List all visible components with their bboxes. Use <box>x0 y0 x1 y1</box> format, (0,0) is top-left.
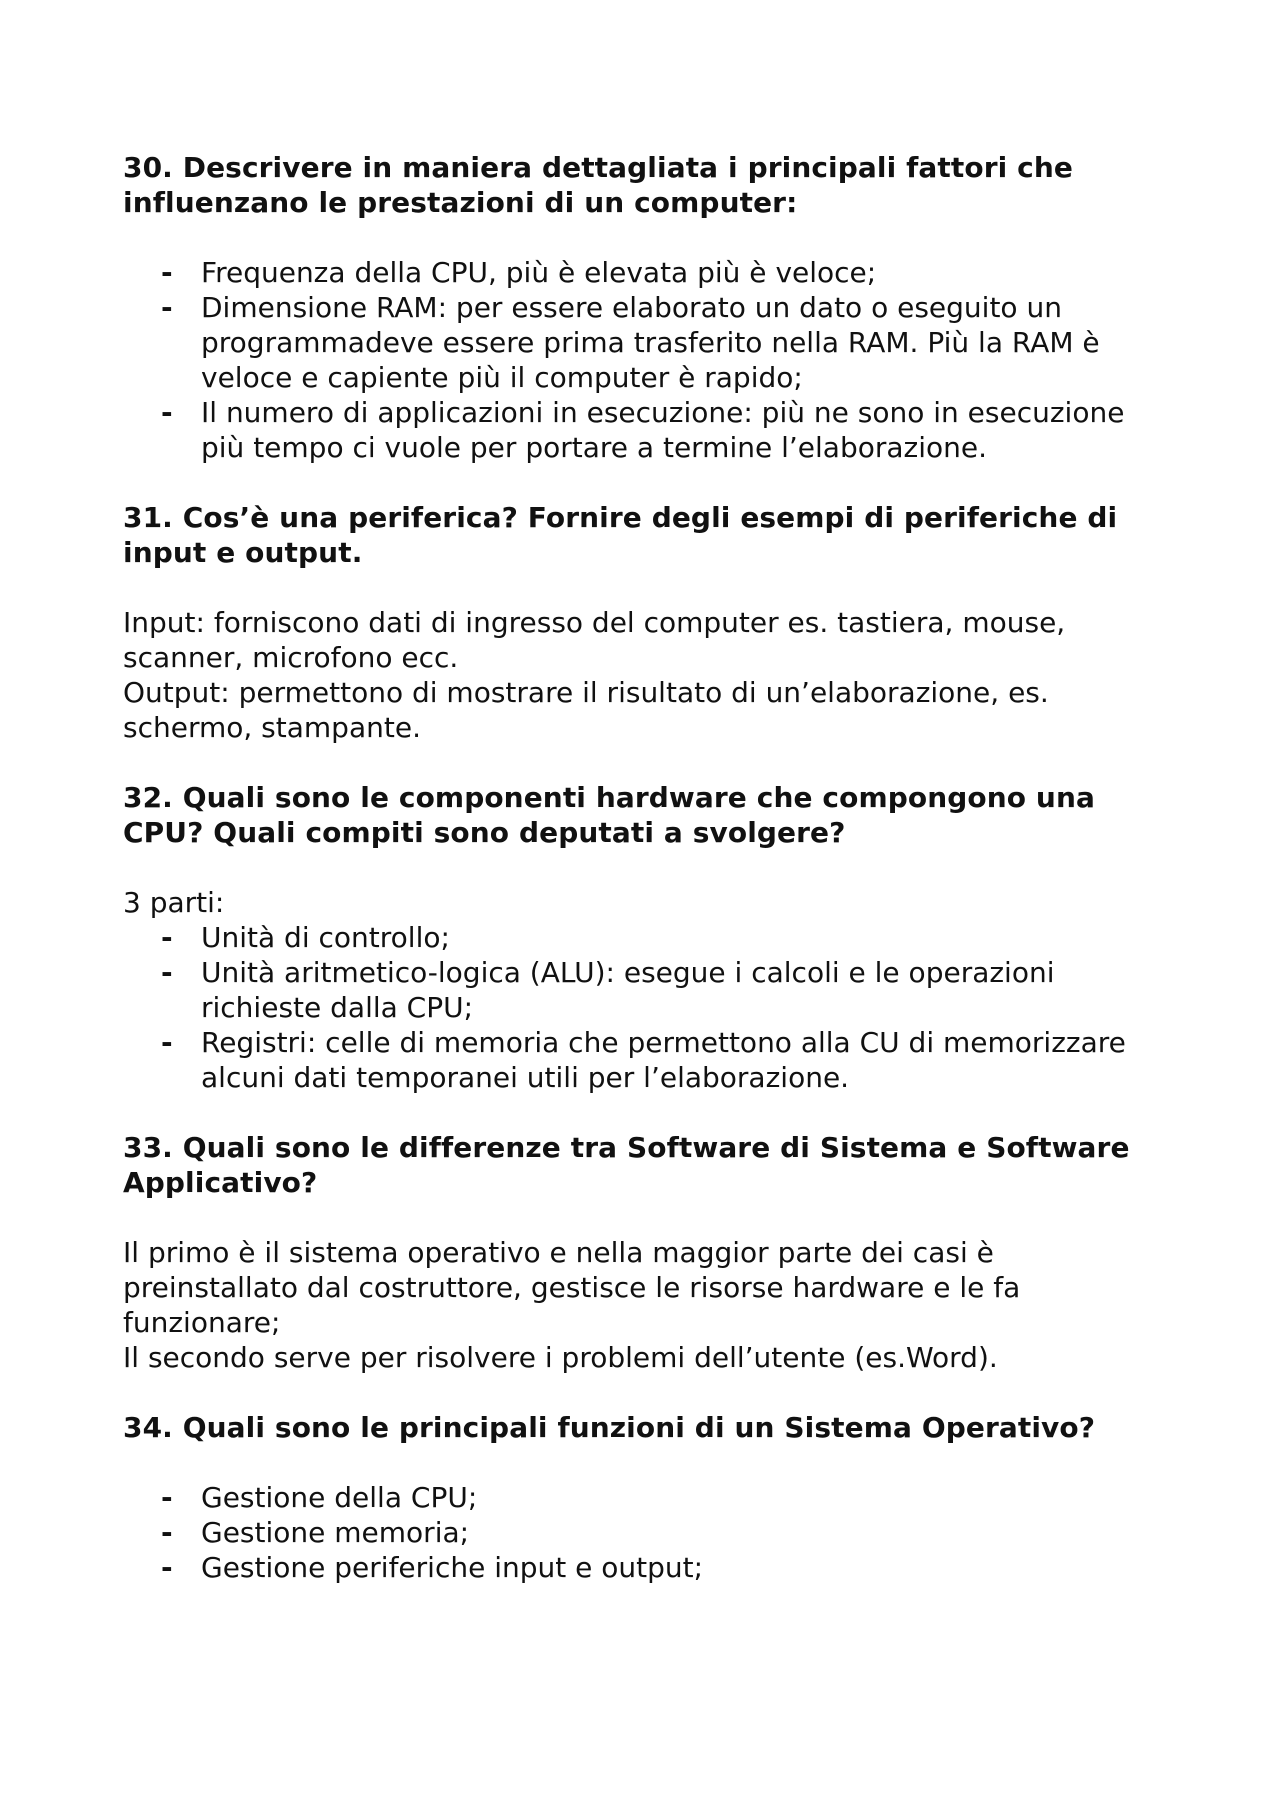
section-32 <box>123 780 1173 1130</box>
list-item: - Gestione della CPU; <box>123 1480 1173 1515</box>
question-32: 32. Quali sono le componenti hardware che compongono una CPU? Quali compiti sono deputati a svolgere? <box>123 781 1095 849</box>
section-33 <box>123 1130 1173 1410</box>
document-page <box>123 150 1173 1585</box>
answer-list-32 <box>123 920 1173 1095</box>
question-34: 34. Quali sono le principali funzioni di un Sistema Operativo? <box>123 1411 1096 1444</box>
answer-intro: 3 parti: <box>123 886 225 919</box>
question-33: 33. Quali sono le differenze tra Software di Sistema e Software Applicativo? <box>123 1131 1130 1199</box>
answer-paragraph: Output: permettono di mostrare il risultato di un’elaborazione, es. schermo, stampante. <box>123 676 1049 744</box>
list-item: - Frequenza della CPU, più è elevata più è veloce; <box>123 255 1173 290</box>
list-item: - Dimensione RAM: per essere elaborato un dato o eseguito un programmadeve essere prima trasferito nella RAM. Più la RAM è veloce e capiente più il computer è rapido; <box>123 290 1173 395</box>
list-item: - Unità di controllo; <box>123 920 1173 955</box>
question-30: 30. Descrivere in maniera dettagliata i principali fattori che influenzano le prestazioni di un computer: <box>123 151 1073 219</box>
answer-list-34 <box>123 1480 1173 1585</box>
section-34 <box>123 1410 1173 1585</box>
section-30 <box>123 150 1173 500</box>
list-item: - Gestione periferiche input e output; <box>123 1550 1173 1585</box>
list-item: - Unità aritmetico-logica (ALU): esegue i calcoli e le operazioni richieste dalla CPU; <box>123 955 1173 1025</box>
list-item: - Gestione memoria; <box>123 1515 1173 1550</box>
answer-list-30 <box>123 255 1173 465</box>
answer-paragraph: Il primo è il sistema operativo e nella maggior parte dei casi è preinstallato dal costruttore, gestisce le risorse hardware e le fa funzionare; <box>123 1236 1021 1339</box>
section-31 <box>123 500 1173 780</box>
list-item: - Registri: celle di memoria che permettono alla CU di memorizzare alcuni dati temporanei utili per l’elaborazione. <box>123 1025 1173 1095</box>
answer-paragraph: Input: forniscono dati di ingresso del computer es. tastiera, mouse, scanner, microfono ecc. <box>123 606 1066 674</box>
question-31: 31. Cos’è una periferica? Fornire degli esempi di periferiche di input e output. <box>123 501 1118 569</box>
answer-paragraph: Il secondo serve per risolvere i problemi dell’utente (es.Word). <box>123 1341 998 1374</box>
list-item: - Il numero di applicazioni in esecuzione: più ne sono in esecuzione più tempo ci vuole per portare a termine l’elaborazione. <box>123 395 1173 465</box>
